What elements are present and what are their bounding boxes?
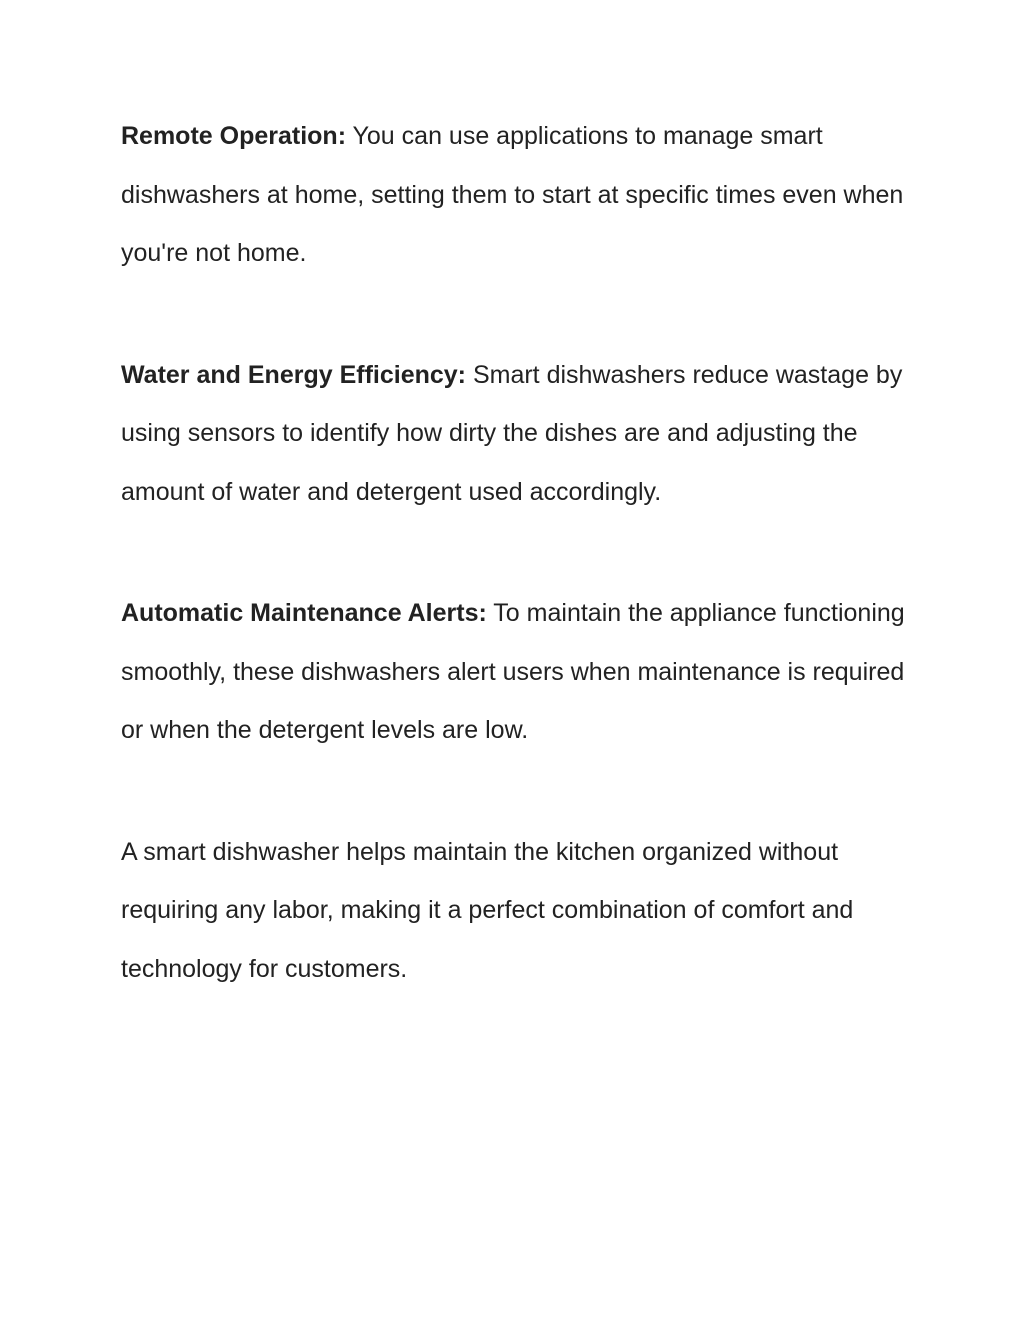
paragraph-text: Smart dishwashers reduce wastage by using sensors to identify how dirty the dishes are and adjusting the amount of water and detergent used accordingly.	[121, 360, 903, 506]
paragraph-label: Remote Operation:	[121, 122, 347, 150]
paragraph-text: A smart dishwasher helps maintain the kitchen organized without requiring any labor, making it a perfect combination of comfort and technology for customers.	[121, 837, 854, 983]
paragraph-water-energy-efficiency	[121, 346, 911, 522]
paragraph-maintenance-alerts	[121, 584, 911, 760]
paragraph-remote-operation	[121, 107, 911, 283]
paragraph-text: To maintain the appliance functioning smoothly, these dishwashers alert users when maintenance is required or when the detergent levels are low.	[121, 599, 905, 744]
document-body	[121, 107, 911, 998]
paragraph-conclusion	[121, 823, 911, 999]
paragraph-label: Automatic Maintenance Alerts:	[121, 599, 487, 627]
paragraph-text: You can use applications to manage smart dishwashers at home, setting them to start at specific times even when you're not home.	[121, 122, 904, 267]
paragraph-label: Water and Energy Efficiency:	[121, 360, 466, 389]
